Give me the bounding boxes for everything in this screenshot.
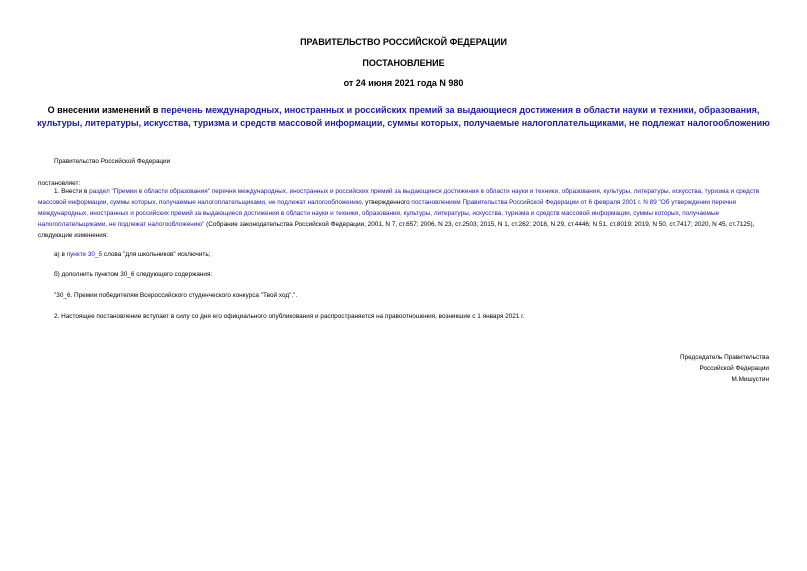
- decrees-text: постановляет:: [38, 180, 81, 187]
- item-1-suffix: (Собрание законодательства Российской Федерации, 2001, N 7, ст.657; 2006, N 23, ст.2503; 2015, N 1, ст.262; 2018, N 29, ст.4446; N 51, ст.8019; 2019, N 50, ст.7417; 2020, N 45, ст.7125), следующие изменения:: [38, 221, 755, 239]
- document-title: [36, 104, 771, 130]
- signature-name: М.Мишустин: [731, 376, 769, 383]
- item-2: 2. Настоящее постановление вступает в силу со дня его официального опубликования и распространяется на правоотношения, возникшие с 1 января 2021 г.: [54, 313, 525, 320]
- government-heading: ПРАВИТЕЛЬСТВО РОССИЙСКОЙ ФЕДЕРАЦИИ: [300, 37, 507, 47]
- item-b: б) дополнить пунктом 30_6 следующего содержания:: [54, 271, 213, 278]
- item-a-suffix: слова "для школьников" исключить;: [102, 251, 211, 258]
- document-date-number: от 24 июня 2021 года N 980: [343, 78, 464, 88]
- quoted-addition: "30_6. Премии победителям Всероссийского студенческого конкурса "Твой ход".".: [54, 292, 298, 299]
- title-prefix: О внесении изменений в: [47, 105, 161, 115]
- intro-text: Правительство Российской Федерации: [54, 158, 171, 165]
- item-1: [38, 186, 772, 241]
- signature-country: Российской Федерации: [699, 365, 769, 372]
- signature-position: Председатель Правительства: [680, 354, 769, 361]
- item-1-link-section[interactable]: раздел "Премии в области образования" перечня международных, иностранных и российских премий за выдающиеся достижения в области науки и техники, образования, культуры, литературы, искусства, туризма и средств массовой информации, суммы которых, получаемые налогоплательщиками, не подлежат налогообложению: [38, 188, 760, 206]
- item-1-mid: , утвержденного: [361, 199, 412, 206]
- item-1-link-decree[interactable]: постановлением Правительства Российской Федерации от 6 февраля 2001 г. N 89 "Об утверждении перечня международных, иностранных и российских премий за выдающиеся достижения в области науки и техники, образования, культуры, литературы, искусства, туризма и средств массовой информации, суммы которых, получаемые налогоплательщиками, не подлежат налогообложению": [38, 199, 736, 228]
- document-type: ПОСТАНОВЛЕНИЕ: [362, 58, 445, 68]
- item-a-link[interactable]: пункте 30_5: [66, 251, 103, 258]
- item-1-prefix: 1. Внести в: [54, 188, 90, 195]
- item-a-prefix: а) в: [54, 251, 67, 258]
- title-link[interactable]: перечень международных, иностранных и российских премий за выдающиеся достижения в области науки и техники, образования, культуры, литературы, искусства, туризма и средств массовой информации, суммы которых, получаемые налогоплательщиками, не подлежат налогообложению: [37, 105, 770, 128]
- item-a: [54, 249, 210, 260]
